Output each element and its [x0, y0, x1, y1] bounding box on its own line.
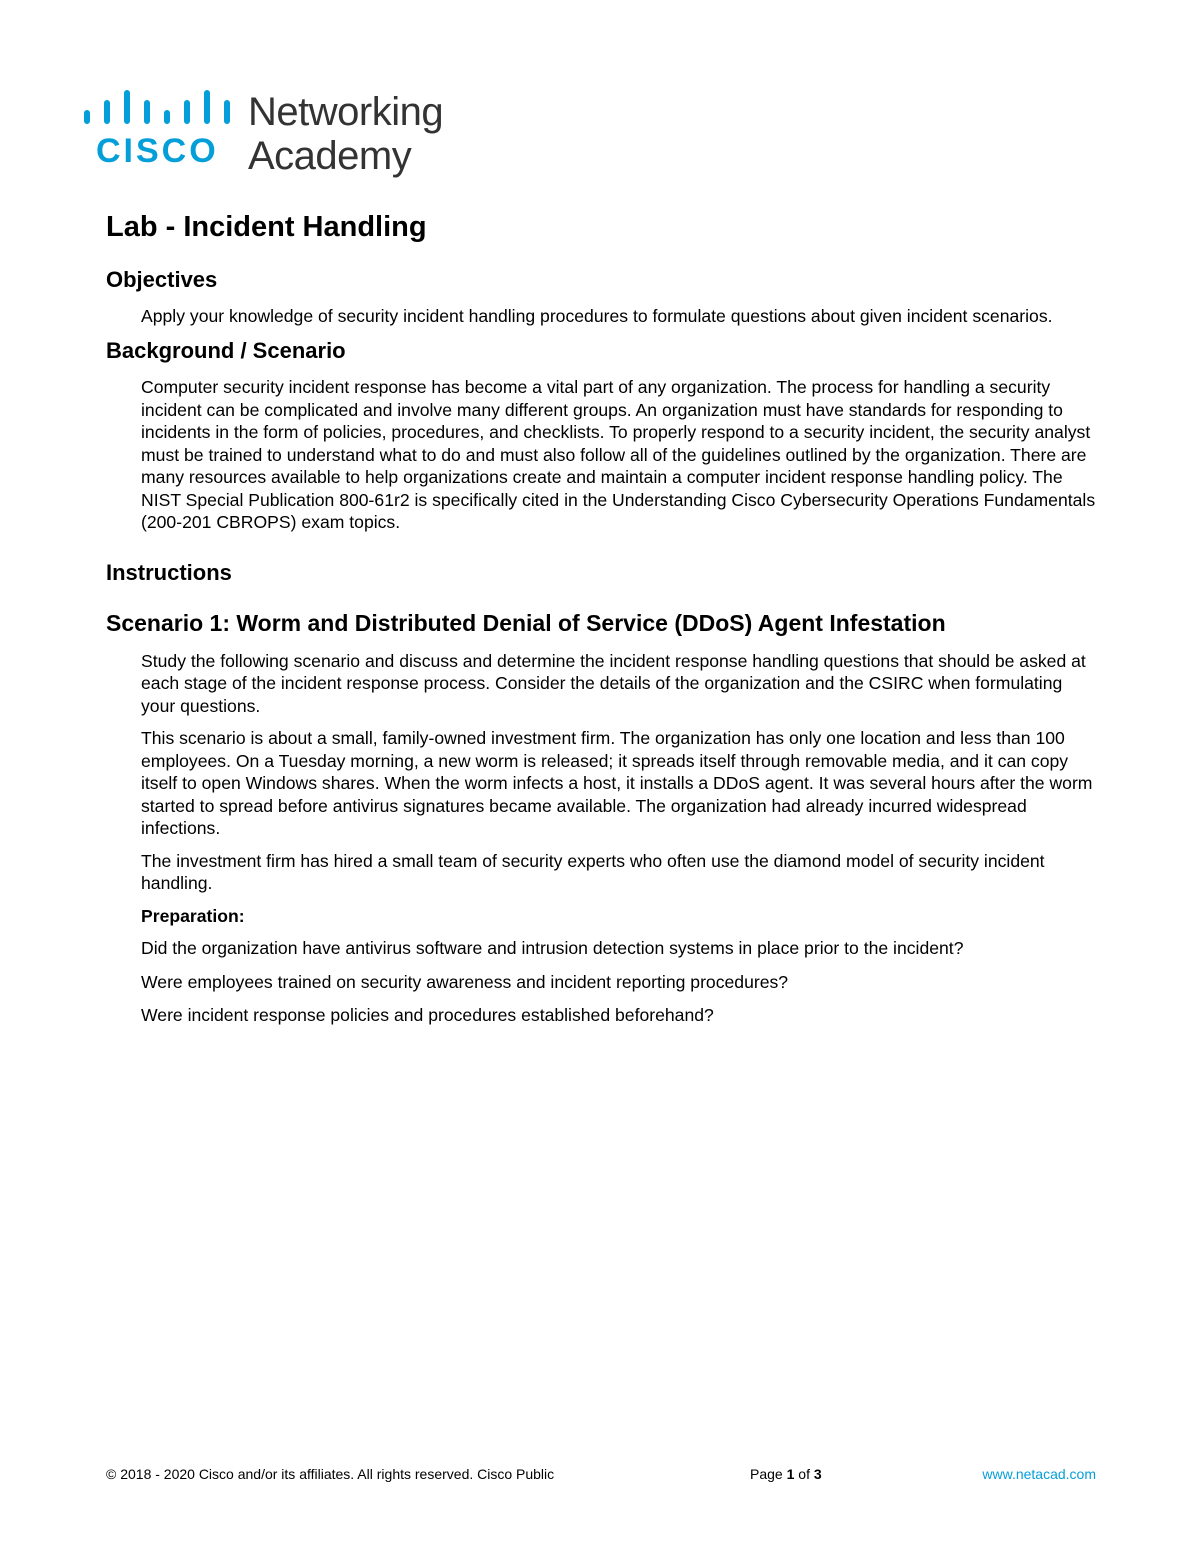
page-title: Lab - Incident Handling [106, 211, 427, 243]
scenario1-paragraph: Study the following scenario and discuss and determine the incident response handling questions that should be asked at each stage of the incident response process. Consider the details of the organization and the CSIRC when formulating your questions. [141, 650, 1086, 716]
logo-academy-text: Academy [248, 134, 412, 178]
cisco-bars-icon [82, 86, 242, 126]
logo-networking-text: Networking [248, 90, 444, 134]
background-text: Computer security incident response has become a vital part of any organization. The process for handling a security incident can be complicated and involve many different groups. An organization must have standards for responding to incidents in the form of policies, procedures, and checklists. To properly respond to a security incident, the security analyst must be trained to understand what to do and must also follow all of the guidelines outlined by the organization. There are many resources available to help organizations create and maintain a computer incident response handling policy. The NIST Special Publication 800-61r2 is specifically cited in the Understanding Cisco Cybersecurity Operations Fundamentals (200-201 CBROPS) exam topics. [141, 377, 1096, 533]
netacad-link[interactable]: www.netacad.com [982, 1466, 1096, 1482]
instructions-heading: Instructions [106, 559, 232, 585]
preparation-question: Were employees trained on security awareness and incident reporting procedures? [141, 971, 789, 992]
page-mid: of [794, 1466, 814, 1482]
objectives-heading: Objectives [106, 266, 218, 292]
preparation-label: Preparation: [141, 905, 245, 926]
footer-page-number [750, 1465, 822, 1483]
preparation-question: Were incident response policies and procedures established beforehand? [141, 1005, 714, 1026]
cisco-networking-academy-logo [82, 86, 482, 186]
scenario1-heading: Scenario 1: Worm and Distributed Denial of Service (DDoS) Agent Infestation [106, 609, 946, 636]
page-prefix: Page [750, 1466, 787, 1482]
page-current: 1 [786, 1466, 795, 1482]
cisco-wordmark: CISCO [96, 132, 219, 170]
preparation-question: Did the organization have antivirus software and intrusion detection systems in place prior to the incident? [141, 938, 964, 959]
scenario1-paragraph: This scenario is about a small, family-owned investment firm. The organization has only one location and less than 100 employees. On a Tuesday morning, a new worm is released; it spreads itself through removable media, and it can copy itself to open Windows shares. When the worm infects a host, it installs a DDoS agent. It was several hours after the worm started to spread before antivirus signatures became available. The organization had already incurred widespread infections. [141, 728, 1093, 839]
footer-copyright: © 2018 - 2020 Cisco and/or its affiliates. All rights reserved. Cisco Public [106, 1466, 555, 1482]
objectives-text: Apply your knowledge of security incident handling procedures to formulate questions about given incident scenarios. [141, 306, 1053, 327]
background-heading: Background / Scenario [106, 337, 346, 363]
document-body [106, 210, 1106, 1038]
page-total: 3 [813, 1466, 822, 1482]
scenario1-paragraph: The investment firm has hired a small team of security experts who often use the diamond model of security incident handling. [141, 850, 1045, 894]
